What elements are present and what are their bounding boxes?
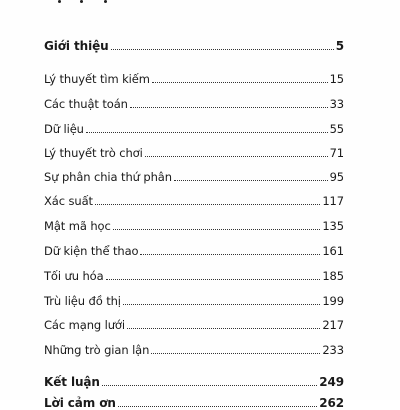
toc-entry-page: 217 (322, 318, 344, 332)
toc-entry-title: Xác suất (44, 194, 93, 208)
toc-entry (44, 93, 344, 111)
toc-entry-page: 262 (319, 396, 344, 410)
toc-entry-title: Kết luận (44, 375, 100, 389)
toc-entry-page: 161 (322, 244, 344, 258)
toc-entry-title: Lý thuyết tìm kiếm (44, 72, 150, 86)
toc-entry (44, 142, 344, 160)
table-of-contents (44, 0, 344, 410)
toc-entry (44, 35, 344, 53)
toc-entry (44, 371, 344, 389)
toc-dot-leader (130, 106, 328, 108)
toc-dot-leader (111, 48, 334, 50)
toc-entry-title: Các thuật toán (44, 97, 128, 111)
toc-dot-leader (140, 253, 320, 255)
toc-entry-page: 199 (322, 294, 344, 308)
toc-entry-page: 95 (329, 170, 344, 184)
toc-dot-leader (123, 303, 320, 305)
toc-dot-leader (151, 352, 320, 354)
toc-dot-leader (106, 278, 321, 280)
toc-entry-page: 117 (322, 194, 344, 208)
toc-entry-title: Dữ kiện thể thao (44, 244, 139, 258)
toc-dot-leader (113, 228, 321, 230)
toc-entry (44, 240, 344, 258)
toc-entry-title: Các mạng lưới (44, 318, 125, 332)
toc-dot-leader (174, 179, 328, 181)
toc-entry-page: 71 (329, 146, 344, 160)
toc-entry (44, 215, 344, 233)
toc-entry-title: Giới thiệu (44, 39, 109, 53)
toc-dot-leader (145, 155, 328, 157)
toc-entry-page: 135 (322, 219, 344, 233)
toc-entry-page: 15 (329, 72, 344, 86)
toc-entry (44, 339, 344, 357)
toc-dot-leader (86, 131, 328, 133)
toc-entry-title: Sự phân chia thứ phân (44, 170, 172, 184)
toc-dot-leader (118, 405, 317, 407)
toc-entry (44, 166, 344, 184)
toc-entry-title: Tối ưu hóa (44, 269, 104, 283)
toc-entry-title: Dữ liệu (44, 122, 84, 136)
toc-dot-leader (152, 81, 328, 83)
toc-entry (44, 118, 344, 136)
toc-entry-title: Lời cảm ơn (44, 396, 116, 410)
toc-entry-page: 33 (329, 97, 344, 111)
toc-entry (44, 68, 344, 86)
toc-entry (44, 290, 344, 308)
toc-entry-page: 55 (329, 122, 344, 136)
toc-entry-title: Những trò gian lận (44, 343, 150, 357)
toc-entry-page: 233 (322, 343, 344, 357)
toc-entry (44, 265, 344, 283)
toc-entry (44, 314, 344, 332)
toc-entry-title: Lý thuyết trò chơi (44, 146, 143, 160)
toc-dot-leader (95, 203, 320, 205)
toc-entry-page: 249 (319, 375, 344, 389)
toc-entry-page: 185 (322, 269, 344, 283)
toc-dot-leader (127, 327, 320, 329)
toc-dot-leader (102, 384, 317, 386)
toc-entry (44, 190, 344, 208)
toc-entry (44, 392, 344, 410)
toc-entry-page: 5 (335, 39, 344, 53)
toc-entry-title: Mật mã học (44, 219, 111, 233)
toc-entry-title: Trù liệu đồ thị (44, 294, 121, 308)
